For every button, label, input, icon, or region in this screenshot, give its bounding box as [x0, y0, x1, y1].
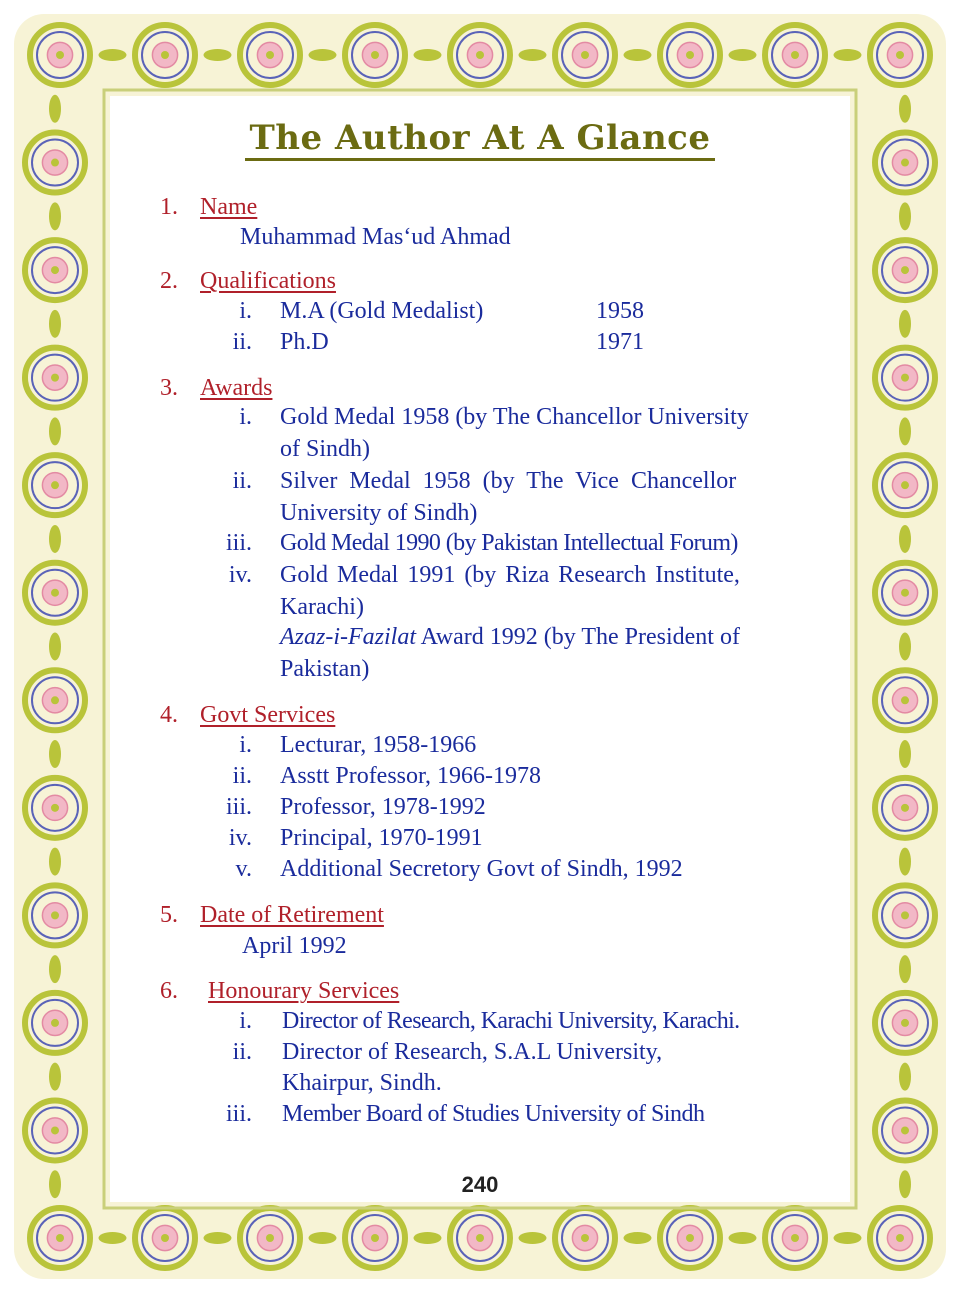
- leaf-accent: [309, 49, 337, 61]
- blossom-center: [901, 589, 909, 597]
- leaf-accent: [899, 1063, 911, 1091]
- award-item: [112, 468, 848, 532]
- section-number: 3.: [160, 375, 178, 401]
- roman-numeral: ii.: [232, 1039, 252, 1065]
- blossom-center: [56, 1234, 64, 1242]
- qualification-year: 1958: [596, 298, 644, 324]
- roman-numeral: iii.: [225, 794, 252, 820]
- blossom-center: [51, 266, 59, 274]
- leaf-accent: [204, 1232, 232, 1244]
- leaf-accent: [99, 1232, 127, 1244]
- leaf-accent: [414, 49, 442, 61]
- service-text: Additional Secretory Govt of Sindh, 1992: [280, 856, 683, 882]
- leaf-accent: [899, 525, 911, 553]
- award-item: [112, 562, 848, 626]
- roman-numeral: i.: [239, 732, 252, 758]
- leaf-accent: [899, 202, 911, 230]
- service-text: Principal, 1970-1991: [280, 825, 483, 851]
- leaf-accent: [49, 95, 61, 123]
- section-heading-label: Date of Retirement: [200, 902, 384, 928]
- roman-numeral: ii.: [232, 329, 252, 355]
- honourary-item: [112, 1039, 848, 1103]
- leaf-accent: [49, 848, 61, 876]
- section-retirement-heading: [160, 902, 384, 929]
- leaf-accent: [49, 1063, 61, 1091]
- leaf-accent: [624, 1232, 652, 1244]
- roman-numeral: i.: [239, 1008, 252, 1034]
- section-number: 5.: [160, 902, 178, 928]
- section-heading-label: Awards: [200, 375, 273, 401]
- section-number: 4.: [160, 702, 178, 728]
- page-number: 240: [461, 1172, 499, 1197]
- qualification-year: 1971: [596, 329, 644, 355]
- section-number: 1.: [160, 194, 178, 220]
- blossom-center: [476, 51, 484, 59]
- blossom-center: [901, 804, 909, 812]
- document-page: [112, 98, 848, 1200]
- leaf-accent: [899, 95, 911, 123]
- award-italic-title: Azaz-i-Fazilat: [280, 624, 416, 650]
- honourary-text: Director of Research, Karachi University, Karachi.: [282, 1008, 740, 1034]
- leaf-accent: [899, 955, 911, 983]
- service-text: Asstt Professor, 1966-1978: [280, 763, 542, 789]
- section-honourary-services-heading: [160, 978, 399, 1005]
- roman-numeral: ii.: [232, 468, 252, 494]
- blossom-center: [51, 589, 59, 597]
- award-text: Gold Medal 1958 (by The Chancellor University: [280, 404, 749, 430]
- section-heading-label: Honourary Services: [208, 978, 400, 1004]
- blossom-center: [896, 1234, 904, 1242]
- leaf-accent: [729, 49, 757, 61]
- blossom-center: [56, 51, 64, 59]
- blossom-center: [901, 266, 909, 274]
- blossom-center: [896, 51, 904, 59]
- blossom-center: [581, 51, 589, 59]
- leaf-accent: [834, 49, 862, 61]
- honourary-text: Khairpur, Sindh.: [282, 1070, 442, 1096]
- award-text: of Sindh): [280, 436, 370, 462]
- roman-numeral: i.: [239, 404, 252, 430]
- retirement-date-value: April 1992: [242, 933, 347, 959]
- blossom-center: [901, 374, 909, 382]
- award-text: Award 1992 (by The President of: [416, 624, 740, 650]
- qualification-degree: M.A (Gold Medalist): [280, 298, 484, 324]
- leaf-accent: [99, 49, 127, 61]
- roman-numeral: i.: [239, 298, 252, 324]
- leaf-accent: [624, 49, 652, 61]
- leaf-accent: [204, 49, 232, 61]
- page-title: [112, 118, 848, 158]
- roman-numeral: ii.: [232, 763, 252, 789]
- leaf-accent: [414, 1232, 442, 1244]
- roman-numeral: iii.: [225, 530, 252, 556]
- leaf-accent: [519, 49, 547, 61]
- leaf-accent: [49, 310, 61, 338]
- award-extra-line-2: Pakistan): [280, 656, 370, 682]
- honourary-text: Member Board of Studies University of Sindh: [282, 1101, 705, 1127]
- honourary-text: Director of Research, S.A.L University,: [282, 1039, 663, 1065]
- leaf-accent: [49, 633, 61, 661]
- blossom-center: [791, 1234, 799, 1242]
- section-heading-label: Qualifications: [200, 268, 336, 294]
- blossom-center: [371, 1234, 379, 1242]
- section-number: 2.: [160, 268, 178, 294]
- leaf-accent: [49, 417, 61, 445]
- blossom-center: [51, 374, 59, 382]
- leaf-accent: [49, 1170, 61, 1198]
- blossom-center: [371, 51, 379, 59]
- leaf-accent: [899, 310, 911, 338]
- blossom-center: [266, 1234, 274, 1242]
- award-text: Gold Medal 1990 (by Pakistan Intellectual Forum): [280, 530, 738, 556]
- section-govt-services-heading: [160, 702, 335, 729]
- service-text: Professor, 1978-1992: [280, 794, 486, 820]
- leaf-accent: [49, 202, 61, 230]
- blossom-center: [901, 159, 909, 167]
- blossom-center: [476, 1234, 484, 1242]
- roman-numeral: iv.: [228, 825, 252, 851]
- author-name-value: Muhammad Mas‘ud Ahmad: [240, 224, 511, 250]
- blossom-center: [791, 51, 799, 59]
- section-name-heading: [160, 194, 257, 221]
- award-text: Karachi): [280, 594, 364, 620]
- blossom-center: [51, 1126, 59, 1134]
- blossom-center: [686, 51, 694, 59]
- roman-numeral: iv.: [228, 562, 252, 588]
- blossom-center: [51, 696, 59, 704]
- award-text: Gold Medal 1991 (by Riza Research Institute,: [280, 562, 740, 588]
- leaf-accent: [309, 1232, 337, 1244]
- leaf-accent: [899, 848, 911, 876]
- blossom-center: [581, 1234, 589, 1242]
- leaf-accent: [49, 740, 61, 768]
- blossom-center: [901, 481, 909, 489]
- blossom-center: [161, 1234, 169, 1242]
- blossom-center: [161, 51, 169, 59]
- section-qualifications-heading: [160, 268, 336, 295]
- leaf-accent: [729, 1232, 757, 1244]
- blossom-center: [686, 1234, 694, 1242]
- blossom-center: [51, 481, 59, 489]
- blossom-center: [51, 911, 59, 919]
- blossom-center: [901, 1126, 909, 1134]
- leaf-accent: [519, 1232, 547, 1244]
- roman-numeral: v.: [235, 856, 252, 882]
- section-heading-label: Name: [200, 194, 258, 220]
- blossom-center: [51, 804, 59, 812]
- award-item: [112, 404, 848, 468]
- leaf-accent: [899, 740, 911, 768]
- blossom-center: [901, 911, 909, 919]
- section-heading-label: Govt Services: [200, 702, 336, 728]
- leaf-accent: [899, 633, 911, 661]
- leaf-accent: [899, 417, 911, 445]
- award-text: University of Sindh): [280, 500, 478, 526]
- award-text: Silver Medal 1958 (by The Vice Chancellor: [280, 468, 737, 494]
- section-number: 6.: [160, 978, 178, 1004]
- section-awards-heading: [160, 375, 272, 402]
- leaf-accent: [834, 1232, 862, 1244]
- blossom-center: [51, 1019, 59, 1027]
- leaf-accent: [49, 525, 61, 553]
- blossom-center: [266, 51, 274, 59]
- blossom-center: [901, 696, 909, 704]
- page-title-text: The Author At A Glance: [245, 118, 714, 161]
- blossom-center: [51, 159, 59, 167]
- blossom-center: [901, 1019, 909, 1027]
- leaf-accent: [899, 1170, 911, 1198]
- roman-numeral: iii.: [225, 1101, 252, 1127]
- service-text: Lecturar, 1958-1966: [280, 732, 477, 758]
- qualification-degree: Ph.D: [280, 329, 329, 355]
- leaf-accent: [49, 955, 61, 983]
- award-extra-line: [280, 624, 740, 651]
